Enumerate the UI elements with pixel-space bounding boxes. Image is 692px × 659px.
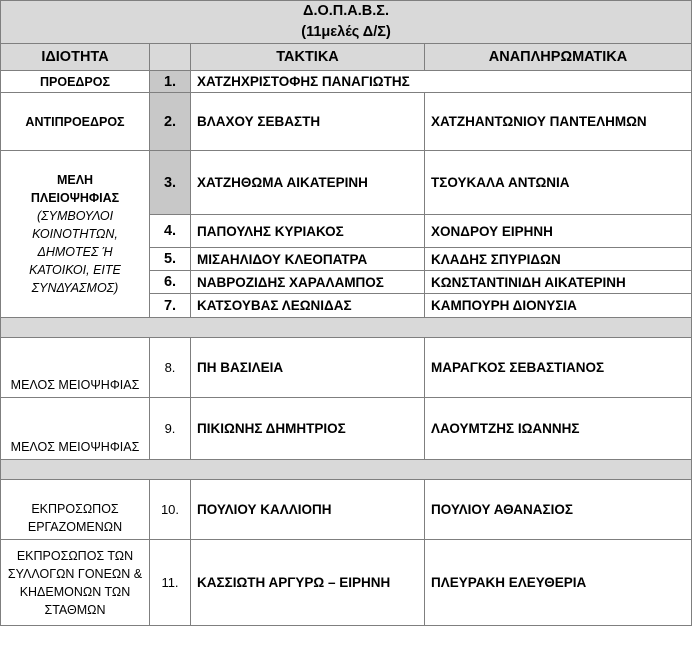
regular-member: ΧΑΤΖΗΧΡΙΣΤΟΦΗΣ ΠΑΝΑΓΙΩΤΗΣ <box>191 71 692 93</box>
row-number: 4. <box>150 215 191 248</box>
separator-row <box>1 460 692 480</box>
header-row <box>1 44 692 71</box>
alternate-member: ΧΑΤΖΗΑΝΤΩΝΙΟΥ ΠΑΝΤΕΛΗΜΩΝ <box>425 93 692 151</box>
organization-title: Δ.Ο.Π.Α.Β.Σ. <box>303 3 390 19</box>
role-majority-line2: ΠΛΕΙΟΨΗΦΙΑΣ <box>30 191 120 205</box>
regular-member: ΧΑΤΖΗΘΩΜΑ ΑΙΚΑΤΕΡΙΝΗ <box>191 151 425 215</box>
regular-member: ΝΑΒΡΟΖΙΔΗΣ ΧΑΡΑΛΑΜΠΟΣ <box>191 271 425 294</box>
row-number: 5. <box>150 248 191 271</box>
role-majority-members <box>1 151 150 318</box>
regular-member: ΚΑΣΣΙΩΤΗ ΑΡΓΥΡΩ – ΕΙΡΗΝΗ <box>191 540 425 626</box>
role-president: ΠΡΟΕΔΡΟΣ <box>1 71 150 93</box>
alternate-member: ΚΩΝΣΤΑΝΤΙΝΙΔΗ ΑΙΚΑΤΕΡΙΝΗ <box>425 271 692 294</box>
row-number: 11. <box>150 540 191 626</box>
role-minority-member: ΜΕΛΟΣ ΜΕΙΟΨΗΦΙΑΣ <box>1 338 150 398</box>
alternate-member: ΚΑΜΠΟΥΡΗ ΔΙΟΝΥΣΙΑ <box>425 294 692 318</box>
table-row <box>1 71 692 93</box>
table-row <box>1 480 692 540</box>
alternate-member: ΤΣΟΥΚΑΛΑ ΑΝΤΩΝΙΑ <box>425 151 692 215</box>
alternate-member: ΠΛΕΥΡΑΚΗ ΕΛΕΥΘΕΡΙΑ <box>425 540 692 626</box>
row-number: 2. <box>150 93 191 151</box>
role-minority-member: ΜΕΛΟΣ ΜΕΙΟΨΗΦΙΑΣ <box>1 398 150 460</box>
role-parents-representative: ΕΚΠΡΟΣΩΠΟΣ ΤΩΝ ΣΥΛΛΟΓΩΝ ΓΟΝΕΩΝ & ΚΗΔΕΜΟΝΩΝ ΤΩΝ ΣΤΑΘΜΩΝ <box>1 540 150 626</box>
role-majority-line1: ΜΕΛΗ <box>56 173 94 187</box>
header-role: ΙΔΙΟΤΗΤΑ <box>1 44 150 71</box>
alternate-member: ΛΑΟΥΜΤΖΗΣ ΙΩΑΝΝΗΣ <box>425 398 692 460</box>
row-number: 7. <box>150 294 191 318</box>
row-number: 1. <box>150 71 191 93</box>
regular-member: ΠΙΚΙΩΝΗΣ ΔΗΜΗΤΡΙΟΣ <box>191 398 425 460</box>
regular-member: ΒΛΑΧΟΥ ΣΕΒΑΣΤΗ <box>191 93 425 151</box>
alternate-member: ΚΛΑΔΗΣ ΣΠΥΡΙΔΩΝ <box>425 248 692 271</box>
regular-member: ΚΑΤΣΟΥΒΑΣ ΛΕΩΝΙΔΑΣ <box>191 294 425 318</box>
separator-cell <box>1 318 692 338</box>
header-number <box>150 44 191 71</box>
row-number: 10. <box>150 480 191 540</box>
title-cell <box>1 1 692 44</box>
header-regular: ΤΑΚΤΙΚΑ <box>191 44 425 71</box>
board-size-subtitle: (11μελές Δ/Σ) <box>301 24 391 40</box>
alternate-member: ΠΟΥΛΙΟΥ ΑΘΑΝΑΣΙΟΣ <box>425 480 692 540</box>
title-row <box>1 1 692 44</box>
separator-row <box>1 318 692 338</box>
row-number: 8. <box>150 338 191 398</box>
table-row <box>1 338 692 398</box>
table-row <box>1 93 692 151</box>
separator-cell <box>1 460 692 480</box>
row-number: 6. <box>150 271 191 294</box>
alternate-member: ΜΑΡΑΓΚΟΣ ΣΕΒΑΣΤΙΑΝΟΣ <box>425 338 692 398</box>
role-vice-president: ΑΝΤΙΠΡΟΕΔΡΟΣ <box>1 93 150 151</box>
row-number: 9. <box>150 398 191 460</box>
alternate-member: ΧΟΝΔΡΟΥ ΕΙΡΗΝΗ <box>425 215 692 248</box>
table-row <box>1 151 692 215</box>
header-alternate: ΑΝΑΠΛΗΡΩΜΑΤΙΚΑ <box>425 44 692 71</box>
regular-member: ΜΙΣΑΗΛΙΔΟΥ ΚΛΕΟΠΑΤΡΑ <box>191 248 425 271</box>
role-majority-note: (ΣΥΜΒΟΥΛΟΙ ΚΟΙΝΟΤΗΤΩΝ, ΔΗΜΟΤΕΣ Ή ΚΑΤΟΙΚΟΙ, ΕΙΤΕ ΣΥΝΔΥΑΣΜΟΣ) <box>29 209 121 295</box>
regular-member: ΠΗ ΒΑΣΙΛΕΙΑ <box>191 338 425 398</box>
row-number: 3. <box>150 151 191 215</box>
table-row <box>1 398 692 460</box>
regular-member: ΠΟΥΛΙΟΥ ΚΑΛΛΙΟΠΗ <box>191 480 425 540</box>
table-row <box>1 540 692 626</box>
regular-member: ΠΑΠΟΥΛΗΣ ΚΥΡΙΑΚΟΣ <box>191 215 425 248</box>
role-employee-representative: ΕΚΠΡΟΣΩΠΟΣ ΕΡΓΑΖΟΜΕΝΩΝ <box>1 480 150 540</box>
